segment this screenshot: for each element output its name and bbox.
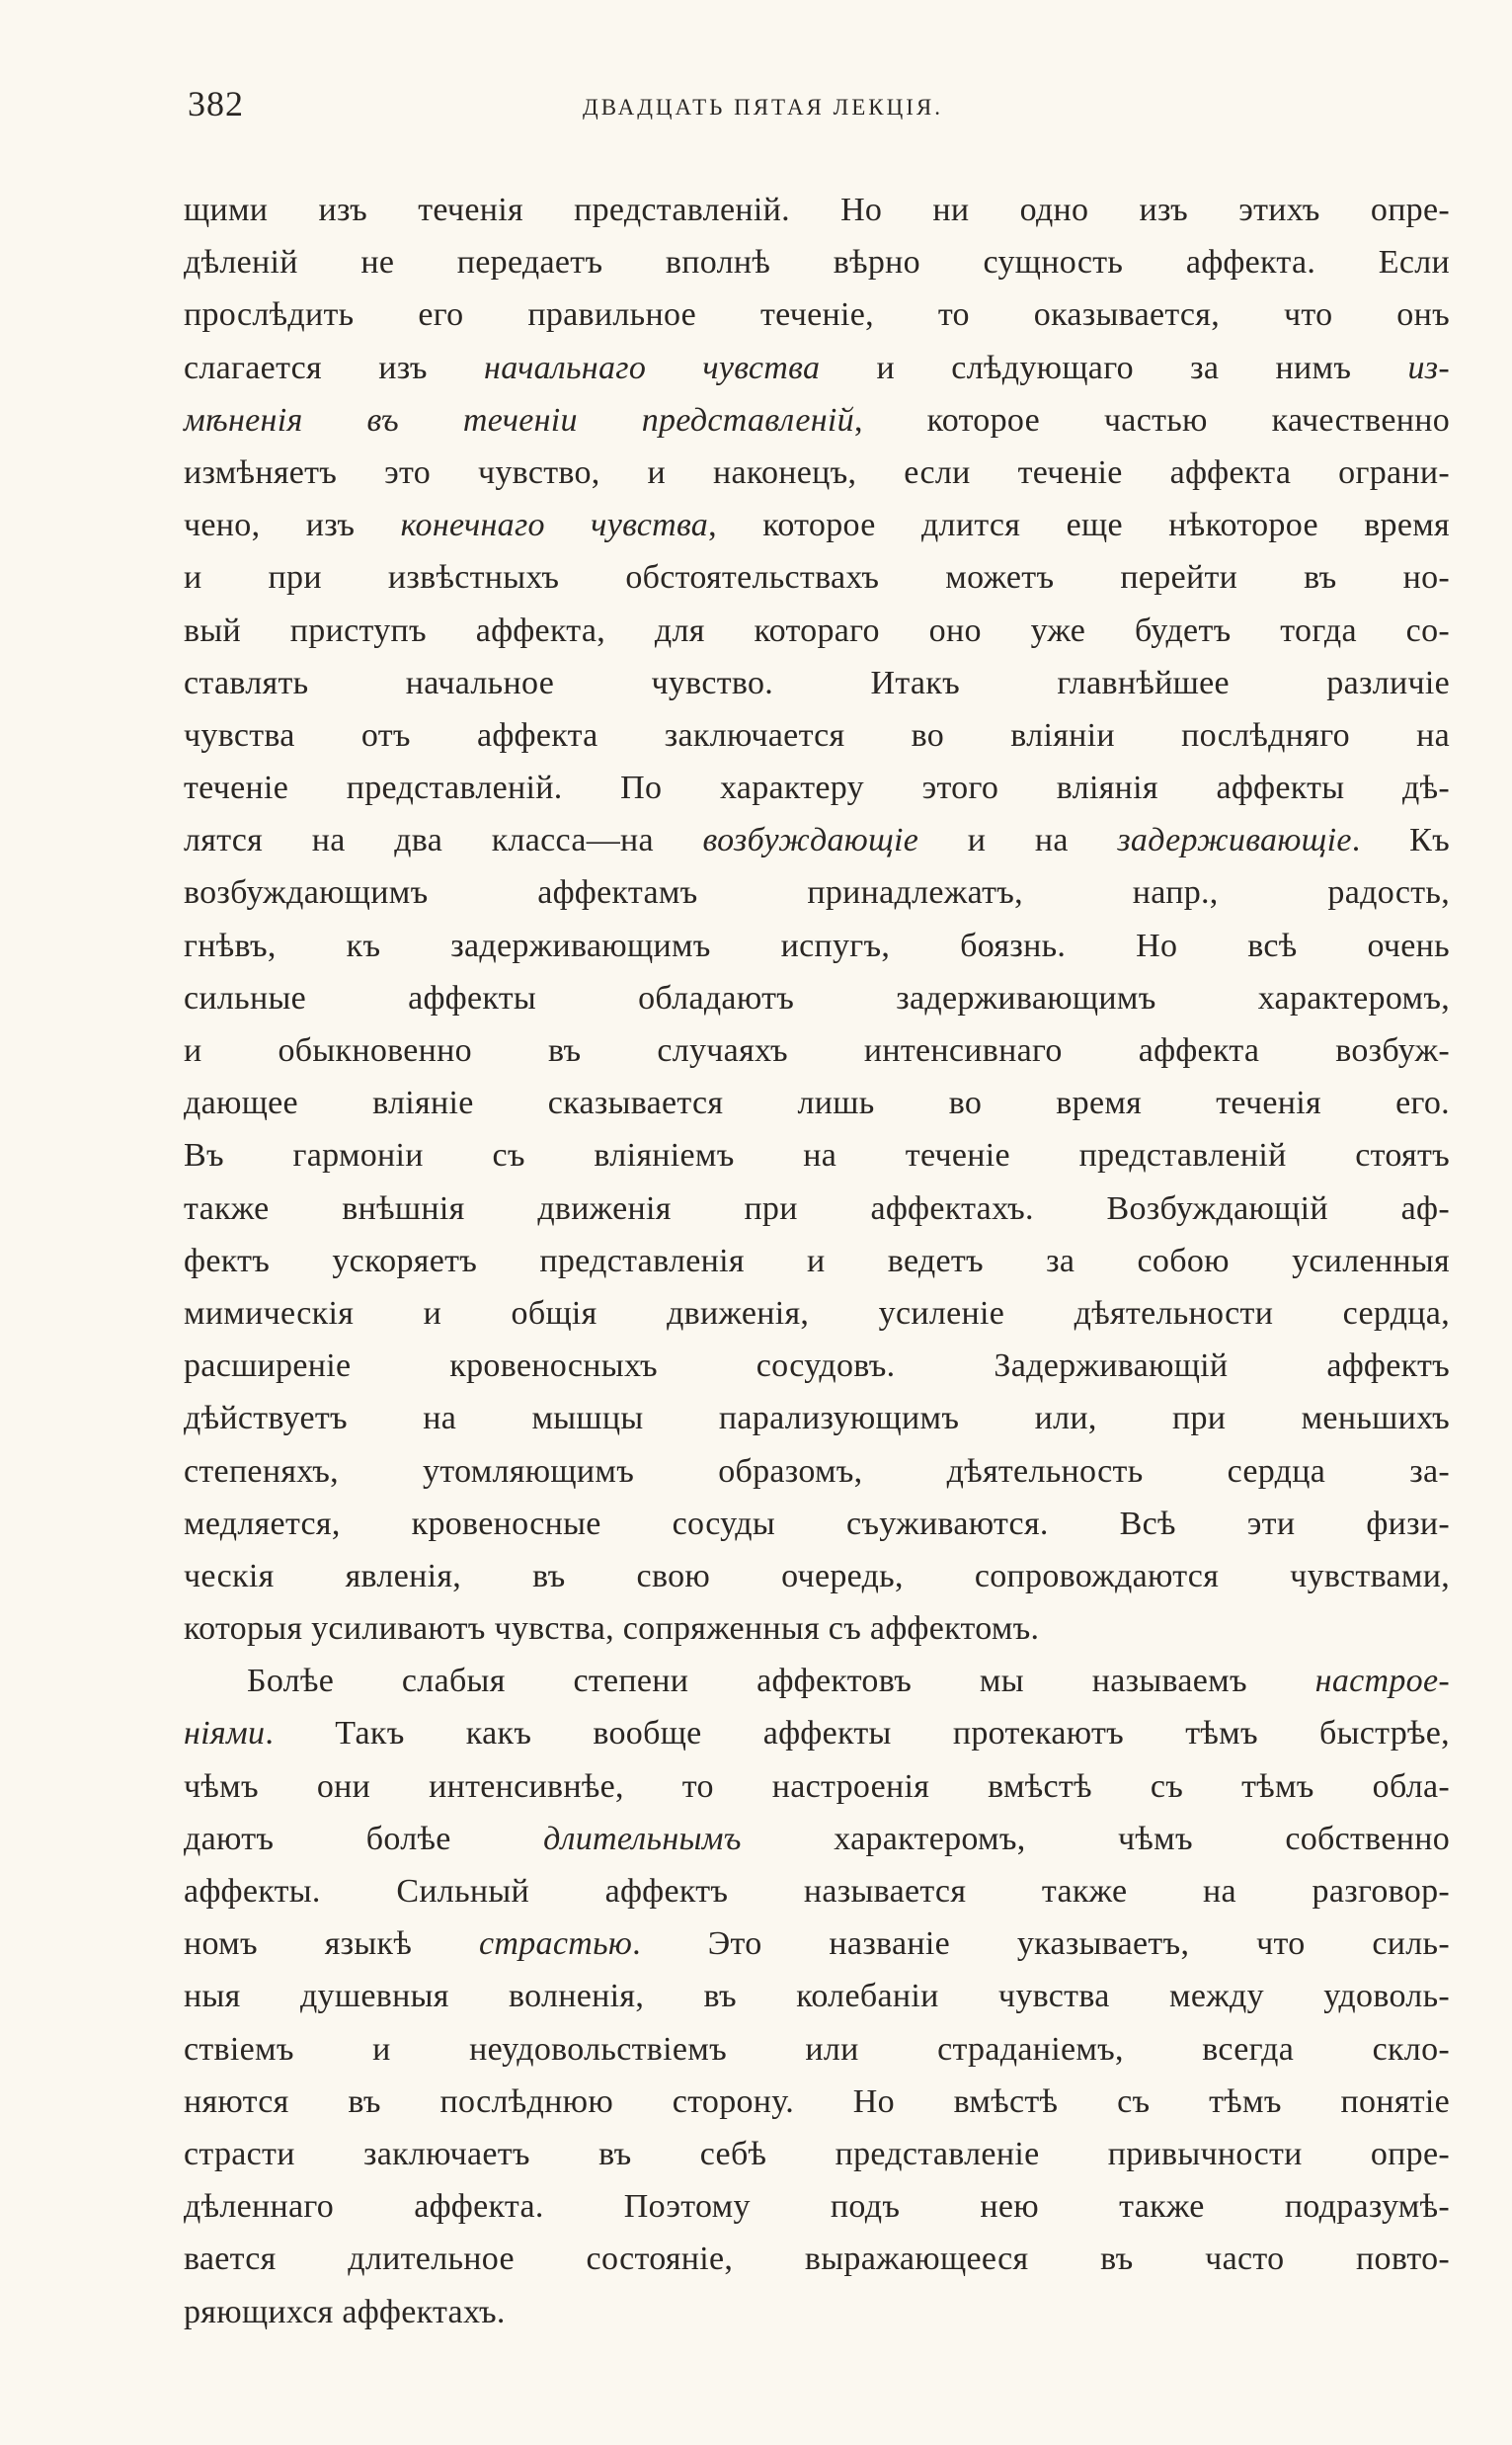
text-line xyxy=(184,2023,1450,2076)
text-run: слагается изъ xyxy=(184,349,485,386)
text-run: измѣняетъ это чувство, и наконецъ, если теченіе аффекта ограни- xyxy=(184,453,1450,491)
text-run: , которое частью качественно xyxy=(853,401,1450,439)
text-line xyxy=(184,972,1450,1024)
text-run: номъ языкѣ xyxy=(184,1925,479,1963)
text-line xyxy=(184,1445,1450,1498)
text-line xyxy=(184,814,1450,866)
text-line xyxy=(184,342,1450,394)
text-run: дѣленій не передаетъ вполнѣ вѣрно сущность аффекта. Если xyxy=(184,244,1450,282)
text-line xyxy=(184,1498,1450,1550)
text-line xyxy=(184,1760,1450,1813)
text-line xyxy=(184,1813,1450,1865)
text-line xyxy=(184,2180,1450,2233)
text-line xyxy=(184,1970,1450,2022)
body-text xyxy=(184,184,1450,2338)
text-run: дѣйствуетъ на мышцы парализующимъ или, при меньшихъ xyxy=(184,1400,1450,1437)
text-run: . Такъ какъ вообще аффекты протекаютъ тѣмъ быстрѣе, xyxy=(265,1715,1450,1752)
text-line xyxy=(184,2076,1450,2128)
text-line xyxy=(184,920,1450,972)
text-run: Въ гармоніи съ вліяніемъ на теченіе представленій стоятъ xyxy=(184,1137,1450,1175)
text-run: даютъ болѣе xyxy=(184,1820,544,1857)
italic-text: страстью xyxy=(478,1925,633,1963)
text-line xyxy=(184,1235,1450,1287)
text-run: также внѣшнія движенія при аффектахъ. Возбуждающій аф- xyxy=(184,1189,1450,1227)
text-line xyxy=(184,1129,1450,1182)
text-run: теченіе представленій. По характеру этого вліянія аффекты дѣ- xyxy=(184,770,1450,807)
text-run: сильные аффекты обладаютъ задерживающимъ характеромъ, xyxy=(184,979,1450,1017)
text-run: фектъ ускоряетъ представленія и ведетъ за собою усиленныя xyxy=(184,1242,1450,1279)
text-run: аффекты. Сильный аффектъ называется также на разговор- xyxy=(184,1873,1450,1910)
text-run: лятся на два класса—на xyxy=(184,822,703,859)
text-line xyxy=(184,288,1450,341)
text-run: чѣмъ они интенсивнѣе, то настроенія вмѣстѣ съ тѣмъ обла- xyxy=(184,1767,1450,1805)
text-line xyxy=(184,1077,1450,1129)
text-run: медляется, кровеносные сосуды съуживаются. Всѣ эти физи- xyxy=(184,1505,1450,1542)
text-line xyxy=(184,2128,1450,2180)
text-line xyxy=(184,1024,1450,1077)
text-line xyxy=(184,1182,1450,1235)
text-run: ческія явленія, въ свою очередь, сопровождаются чувствами, xyxy=(184,1557,1450,1594)
italic-text: длительнымъ xyxy=(543,1820,742,1857)
text-line xyxy=(184,605,1450,657)
text-run: характеромъ, чѣмъ собственно xyxy=(741,1820,1450,1857)
text-line xyxy=(184,1340,1450,1392)
italic-text: возбуждающіе xyxy=(702,822,919,859)
text-run: и слѣдующаго за нимъ xyxy=(820,349,1408,386)
italic-text: ніями xyxy=(184,1715,266,1752)
text-line xyxy=(184,2233,1450,2285)
text-line xyxy=(184,1392,1450,1444)
text-run: щими изъ теченія представленій. Но ни одно изъ этихъ опре- xyxy=(184,192,1450,228)
running-title: ДВАДЦАТЬ ПЯТАЯ ЛЕКЦІЯ. xyxy=(583,95,943,120)
text-run: няются въ послѣднюю сторону. Но вмѣстѣ съ тѣмъ понятіе xyxy=(184,2082,1450,2120)
text-run: которыя усиливаютъ чувства, сопряженныя съ аффектомъ. xyxy=(184,1610,1040,1648)
text-run: вый приступъ аффекта, для котораго оно уже будетъ тогда со- xyxy=(184,611,1450,649)
text-run: Болѣе слабыя степени аффектовъ мы называемъ xyxy=(247,1663,1315,1700)
text-run: мимическія и общія движенія, усиленіе дѣятельности сердца, xyxy=(184,1294,1450,1332)
text-line xyxy=(184,551,1450,604)
italic-text: начальнаго чувства xyxy=(484,349,821,386)
text-run: страсти заключаетъ въ себѣ представленіе привычности опре- xyxy=(184,2135,1450,2172)
text-line xyxy=(184,709,1450,762)
italic-text: из- xyxy=(1407,349,1450,386)
text-line xyxy=(184,1917,1450,1970)
text-run: степеняхъ, утомляющимъ образомъ, дѣятельность сердца за- xyxy=(184,1452,1450,1490)
text-run: ствіемъ и неудовольствіемъ или страданіемъ, всегда скло- xyxy=(184,2030,1450,2068)
text-line xyxy=(184,1287,1450,1340)
text-line xyxy=(184,657,1450,709)
text-line xyxy=(184,1707,1450,1759)
text-line xyxy=(184,499,1450,551)
text-run: чувства отъ аффекта заключается во вліяніи послѣдняго на xyxy=(184,716,1450,754)
text-line xyxy=(184,236,1450,288)
text-run: . Къ xyxy=(1351,822,1450,859)
italic-text: конечнаго чувства xyxy=(400,507,709,544)
text-run: ряющихся аффектахъ. xyxy=(184,2293,506,2330)
text-line xyxy=(184,447,1450,499)
text-line xyxy=(184,762,1450,814)
text-run: и при извѣстныхъ обстоятельствахъ можетъ перейти въ но- xyxy=(184,559,1450,597)
text-run: гнѣвъ, къ задерживающимъ испугъ, боязнь. Но всѣ очень xyxy=(184,927,1450,964)
page-number: 382 xyxy=(188,84,244,123)
text-run: прослѣдить его правильное теченіе, то оказывается, что онъ xyxy=(184,296,1450,334)
text-run: чено, изъ xyxy=(184,507,401,544)
text-run: и на xyxy=(918,822,1118,859)
text-run: . Это названіе указываетъ, что силь- xyxy=(632,1925,1450,1963)
text-run: ныя душевныя волненія, въ колебаніи чувства между удоволь- xyxy=(184,1978,1450,2015)
italic-text: настрое- xyxy=(1314,1663,1450,1700)
text-line xyxy=(184,1865,1450,1917)
text-line xyxy=(184,394,1450,447)
italic-text: задерживающіе xyxy=(1117,822,1352,859)
italic-text: мѣненія въ теченіи представленій xyxy=(184,401,854,439)
text-line xyxy=(184,2286,1450,2338)
text-run: дающее вліяніе сказывается лишь во время теченія его. xyxy=(184,1085,1450,1122)
text-run: возбуждающимъ аффектамъ принадлежатъ, напр., радость, xyxy=(184,874,1450,912)
text-run: и обыкновенно въ случаяхъ интенсивнаго аффекта возбуж- xyxy=(184,1032,1450,1069)
text-line xyxy=(184,1550,1450,1602)
page-header xyxy=(188,83,1323,142)
text-line xyxy=(184,1655,1450,1707)
text-run: дѣленнаго аффекта. Поэтому подъ нею также подразумѣ- xyxy=(184,2188,1450,2226)
text-line xyxy=(184,866,1450,919)
text-line xyxy=(184,184,1450,236)
text-run: расширеніе кровеносныхъ сосудовъ. Задерживающій аффектъ xyxy=(184,1347,1450,1385)
text-run: вается длительное состояніе, выражающееся въ часто повто- xyxy=(184,2241,1450,2278)
text-line xyxy=(184,1602,1450,1655)
text-run: ставлять начальное чувство. Итакъ главнѣйшее различіе xyxy=(184,664,1450,701)
text-run: , которое длится еще нѣкоторое время xyxy=(708,507,1450,544)
